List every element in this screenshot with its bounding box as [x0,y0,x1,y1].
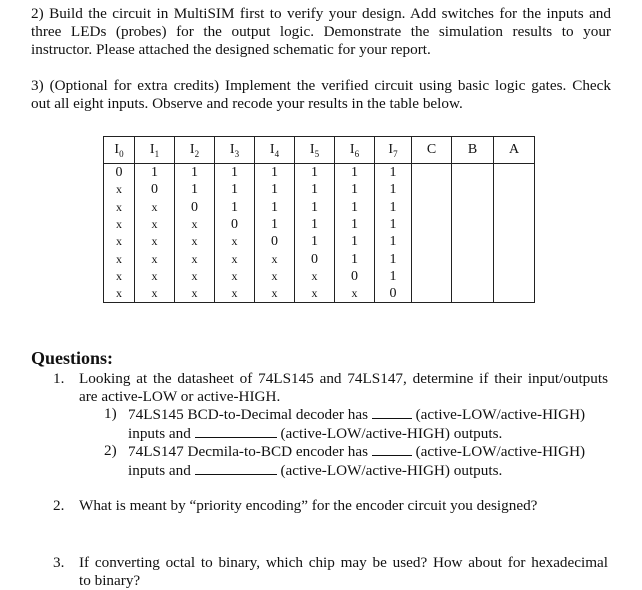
question-1-number: 1. [53,370,65,387]
question-1-sub-2-number: 2) [104,442,117,459]
table-cell-i6: x [335,285,375,303]
output-cell-b[interactable] [452,268,494,285]
output-cell-b[interactable] [452,250,494,267]
output-cell-a[interactable] [494,268,535,285]
header-output-a: A [494,137,535,164]
output-cell-b[interactable] [452,181,494,198]
output-cell-a[interactable] [494,199,535,216]
output-cell-a[interactable] [494,233,535,250]
question-2-number: 2. [53,497,65,514]
header-i3: $I_3$ [215,137,255,164]
table-cell-i1: x [135,250,175,267]
table-cell-i2: 0 [175,199,215,216]
table-cell-i0: x [104,285,135,303]
question-1-line-1: Looking at the datasheet of 74LS145 and 74LS147, determine if their input/outputs [79,370,608,387]
question-1-sub-1 [128,405,585,443]
table-cell-i4: 1 [255,181,295,198]
table-row [104,250,535,267]
table-row [104,268,535,285]
question-1-sub-2 [128,442,585,480]
table-cell-i2: x [175,233,215,250]
section-2-line-1: 2) Build the circuit in MultiSIM first to verify your design. Add switches for the inputs and [31,5,611,22]
question-3 [79,554,608,590]
table-row [104,233,535,250]
header-i7: $I_7$ [375,137,412,164]
table-cell-i0: x [104,268,135,285]
output-cell-a[interactable] [494,216,535,233]
header-output-b: B [452,137,494,164]
section-3-line-1: 3) (Optional for extra credits) Implement the verified circuit using basic logic gates. Check [31,77,611,94]
table-cell-i5: x [295,268,335,285]
output-cell-b[interactable] [452,285,494,303]
output-cell-c[interactable] [412,181,452,198]
table-row [104,181,535,198]
table-cell-i4: x [255,268,295,285]
output-cell-b[interactable] [452,216,494,233]
table-cell-i1: x [135,199,175,216]
header-i5: $I_5$ [295,137,335,164]
table-cell-i7: 1 [375,164,412,182]
sub-1-text-c: inputs and [128,425,191,442]
sub-2-text-a: 74LS147 Decmila-to-BCD encoder has [128,443,368,460]
table-row [104,199,535,216]
table-row [104,216,535,233]
table-cell-i2: 1 [175,181,215,198]
header-i2: $I_2$ [175,137,215,164]
table-row [104,164,535,182]
section-2-line-2: three LEDs (probes) for the output logic. Demonstrate the simulation results to your [31,23,611,40]
table-cell-i5: 1 [295,233,335,250]
question-1-line-2: are active-LOW or active-HIGH. [79,388,281,405]
table-cell-i3: x [215,233,255,250]
table-cell-i0: x [104,199,135,216]
table-cell-i5: 1 [295,181,335,198]
table-cell-i4: 1 [255,164,295,182]
table-cell-i4: x [255,250,295,267]
table-cell-i7: 1 [375,181,412,198]
output-cell-c[interactable] [412,199,452,216]
table-cell-i0: 0 [104,164,135,182]
truth-table-header-row [104,137,535,164]
table-cell-i7: 1 [375,250,412,267]
table-row [104,285,535,303]
section-3-instructions [31,77,611,113]
question-1-sub-1-number: 1) [104,405,117,422]
truth-table-body [104,164,535,303]
table-cell-i3: 1 [215,164,255,182]
output-cell-c[interactable] [412,250,452,267]
output-cell-b[interactable] [452,164,494,182]
table-cell-i6: 0 [335,268,375,285]
table-cell-i6: 1 [335,164,375,182]
output-cell-a[interactable] [494,181,535,198]
table-cell-i4: x [255,285,295,303]
table-cell-i6: 1 [335,199,375,216]
table-cell-i7: 1 [375,233,412,250]
table-cell-i2: x [175,285,215,303]
table-cell-i7: 1 [375,216,412,233]
output-cell-b[interactable] [452,233,494,250]
table-cell-i2: 1 [175,164,215,182]
question-3-number: 3. [53,554,65,571]
table-cell-i3: 1 [215,199,255,216]
truth-table [103,136,535,303]
sub-1-output-blank[interactable] [195,424,277,438]
table-cell-i7: 1 [375,268,412,285]
output-cell-c[interactable] [412,216,452,233]
table-cell-i0: x [104,181,135,198]
table-cell-i7: 0 [375,285,412,303]
table-cell-i7: 1 [375,199,412,216]
table-cell-i5: 1 [295,164,335,182]
output-cell-a[interactable] [494,164,535,182]
table-cell-i5: 1 [295,199,335,216]
table-cell-i0: x [104,216,135,233]
table-cell-i3: 1 [215,181,255,198]
output-cell-a[interactable] [494,285,535,303]
header-i4: $I_4$ [255,137,295,164]
table-cell-i3: x [215,285,255,303]
output-cell-c[interactable] [412,285,452,303]
table-cell-i1: 1 [135,164,175,182]
table-cell-i4: 1 [255,199,295,216]
output-cell-c[interactable] [412,268,452,285]
table-cell-i4: 1 [255,216,295,233]
header-output-c: C [412,137,452,164]
header-i6: $I_6$ [335,137,375,164]
table-cell-i6: 1 [335,216,375,233]
output-cell-c[interactable] [412,164,452,182]
table-cell-i1: 0 [135,181,175,198]
sub-2-text-c: inputs and [128,462,191,479]
table-cell-i2: x [175,250,215,267]
table-cell-i5: x [295,285,335,303]
table-cell-i5: 0 [295,250,335,267]
table-cell-i6: 1 [335,250,375,267]
sub-2-text-d: (active-LOW/active-HIGH) outputs. [280,462,503,479]
question-3-line-1: If converting octal to binary, which chip may be used? How about for hexadecimal [79,554,608,571]
table-cell-i1: x [135,233,175,250]
question-3-line-2: to binary? [79,572,141,589]
question-2-text: What is meant by “priority encoding” for the encoder circuit you designed? [79,497,538,514]
table-cell-i1: x [135,285,175,303]
output-cell-a[interactable] [494,250,535,267]
header-i0: $I_0$ [104,137,135,164]
table-cell-i4: 0 [255,233,295,250]
table-cell-i2: x [175,216,215,233]
table-cell-i0: x [104,233,135,250]
table-cell-i3: 0 [215,216,255,233]
table-cell-i6: 1 [335,181,375,198]
section-2-line-3: instructor. Please attached the designed schematic for your report. [31,41,431,58]
table-cell-i1: x [135,268,175,285]
sub-2-text-b: (active-LOW/active-HIGH) [415,443,586,460]
question-1 [79,370,608,406]
table-cell-i5: 1 [295,216,335,233]
questions-heading: Questions: [31,348,114,368]
header-i1: $I_1$ [135,137,175,164]
output-cell-b[interactable] [452,199,494,216]
sub-1-input-blank[interactable] [372,405,412,419]
table-cell-i0: x [104,250,135,267]
table-cell-i6: 1 [335,233,375,250]
output-cell-c[interactable] [412,233,452,250]
table-cell-i1: x [135,216,175,233]
table-cell-i2: x [175,268,215,285]
table-cell-i3: x [215,268,255,285]
sub-1-text-b: (active-LOW/active-HIGH) [415,406,586,423]
sub-1-text-d: (active-LOW/active-HIGH) outputs. [280,425,503,442]
sub-1-text-a: 74LS145 BCD-to-Decimal decoder has [128,406,368,423]
section-2-instructions [31,5,611,59]
sub-2-input-blank[interactable] [372,442,412,456]
sub-2-output-blank[interactable] [195,461,277,475]
table-cell-i3: x [215,250,255,267]
section-3-line-2: out all eight inputs. Observe and recode your results in the table below. [31,95,463,112]
